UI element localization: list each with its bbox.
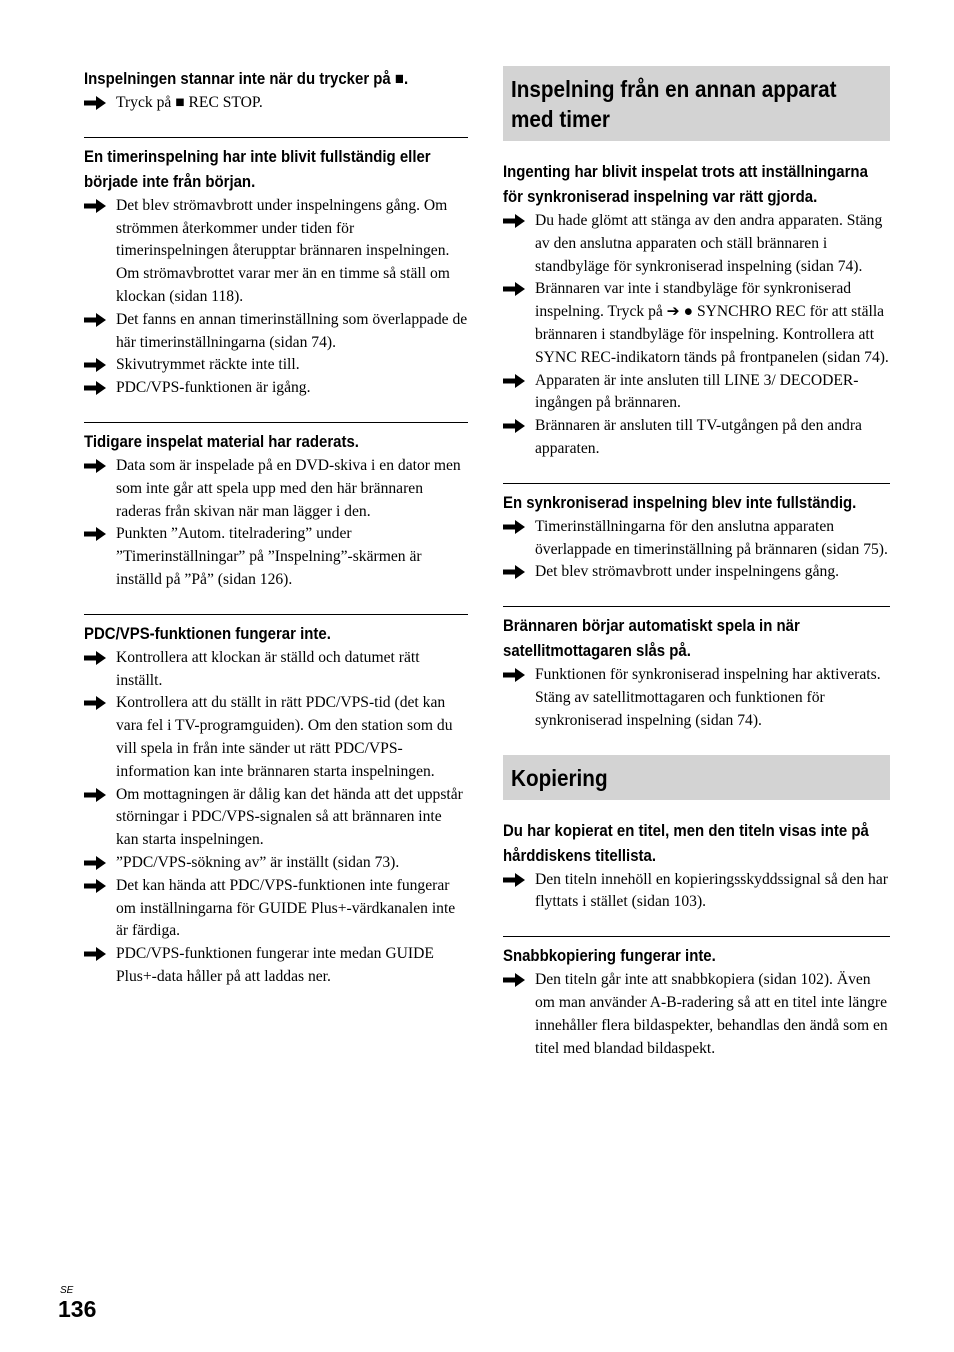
arrow-right-icon (84, 458, 106, 474)
page-number: 136 (58, 1296, 97, 1322)
list-item (84, 647, 468, 693)
section-heading: PDC/VPS-funktionen fungerar inte. (84, 623, 331, 643)
list-item (84, 875, 468, 943)
list-item (503, 561, 890, 584)
list-item (503, 869, 890, 915)
list-item (503, 278, 890, 369)
timer-recording-sections (503, 159, 890, 733)
arrow-right-icon (84, 95, 106, 111)
arrow-right-icon (503, 519, 525, 535)
item-text: PDC/VPS-funktionen är igång. (116, 379, 311, 397)
right-column (503, 66, 890, 1082)
item-text: Den titeln går inte att snabbkopiera (sidan 102). Även om man använder A-B-radering så att en titel inte längre innehåller flera bildaspekter, behandlas den ändå som en titel med blandad bildaspekt. (535, 971, 888, 1057)
item-text: Skivutrymmet räckte inte till. (116, 356, 300, 374)
section-heading: Du har kopierat en titel, men den titeln visas inte på hårddiskens titellista. (503, 820, 869, 865)
item-text: Du hade glömt att stänga av den andra apparaten. Stäng av den anslutna apparaten och ställ brännaren i standbyläge för synkroniserad inspelning (sidan 74). (535, 212, 883, 275)
item-text: Kontrollera att klockan är ställd och datumet rätt inställt. (116, 648, 420, 689)
arrow-right-icon (84, 650, 106, 666)
arrow-right-icon (84, 380, 106, 396)
list-item (84, 92, 468, 115)
list-item (503, 969, 890, 1060)
left-column (84, 66, 468, 1011)
troubleshooting-section (84, 66, 468, 115)
page-footer (58, 1286, 96, 1322)
list-item (84, 455, 468, 523)
list-item (84, 852, 468, 875)
item-text: Apparaten är inte ansluten till LINE 3/ DECODER-ingången på brännaren. (535, 371, 859, 412)
item-text: Funktionen för synkroniserad inspelning har aktiverats. Stäng av satellitmottagaren och funktionen för synkroniserad inspelning (sidan 74). (535, 666, 881, 729)
item-text: Timerinställningarna för den anslutna apparaten överlappade en timerinställning på brännaren (sidan 75). (535, 517, 888, 558)
section-heading: Inspelningen stannar inte när du trycker på ■. (84, 69, 409, 88)
section-heading: En synkroniserad inspelning blev inte fullständig. (503, 492, 857, 512)
arrow-right-icon (84, 198, 106, 214)
item-text: Data som är inspelade på en DVD-skiva i en dator men som inte går att spela upp med den här brännaren raderas från skivan när man lägger i den. (116, 456, 461, 520)
section-banner-copying (503, 755, 890, 800)
item-text: Punkten ”Autom. titelradering” under ”Timerinställningar” på ”Inspelning”-skärmen är inställd på ”På” (sidan 126). (116, 525, 422, 588)
language-code: SE (60, 1285, 74, 1296)
list-item (84, 784, 468, 852)
banner-title: Kopiering (511, 764, 608, 791)
arrow-right-icon (503, 972, 525, 988)
section-heading: Brännaren börjar automatiskt spela in när satellitmottagaren slås på. (503, 616, 800, 661)
list-item (503, 415, 890, 461)
item-text: Den titeln innehöll en kopieringsskyddssignal så den har flyttats i stället (sidan 103). (535, 870, 888, 911)
troubleshooting-section (503, 936, 890, 1060)
list-item (503, 516, 890, 562)
list-item (503, 370, 890, 416)
arrow-right-icon (503, 213, 525, 229)
troubleshooting-section (503, 606, 890, 732)
arrow-right-icon (84, 946, 106, 962)
list-item (84, 692, 468, 783)
arrow-right-icon (84, 312, 106, 328)
arrow-right-icon (503, 667, 525, 683)
arrow-right-icon (84, 357, 106, 373)
arrow-right-icon (84, 695, 106, 711)
troubleshooting-section (84, 422, 468, 592)
list-item (503, 664, 890, 732)
troubleshooting-section (84, 137, 468, 400)
item-text: Tryck på ■ REC STOP. (116, 94, 263, 111)
item-text: Det kan hända att PDC/VPS-funktionen inte fungerar om inställningarna för GUIDE Plus+-värdkanalen inte är färdiga. (116, 876, 456, 940)
list-item (84, 377, 468, 400)
section-heading: Ingenting har blivit inspelat trots att inställningarna för synkroniserad inspelning var rätt gjorda. (503, 162, 868, 206)
troubleshooting-section (503, 159, 890, 461)
troubleshooting-section (84, 614, 468, 989)
troubleshooting-section (503, 818, 890, 915)
item-text: Det fanns en annan timerinställning som överlappade de här timerinställningarna (sidan 74). (116, 310, 468, 351)
section-heading: Tidigare inspelat material har raderats. (84, 431, 359, 451)
arrow-right-icon (84, 855, 106, 871)
troubleshooting-section (503, 483, 890, 584)
list-item (84, 943, 468, 989)
section-heading: En timerinspelning har inte blivit fullständig eller började inte från början. (84, 146, 431, 191)
arrow-right-icon (503, 564, 525, 580)
list-item (84, 195, 468, 309)
list-item (84, 354, 468, 377)
arrow-right-icon (84, 878, 106, 894)
arrow-right-icon (503, 418, 525, 434)
copying-sections (503, 818, 890, 1061)
item-text: Om mottagningen är dålig kan det hända att det uppstår störningar i PDC/VPS-signalen så att brännaren inte kan starta inspelningen. (116, 785, 463, 849)
banner-title: Inspelning från en annan apparat med timer (511, 76, 837, 132)
list-item (503, 210, 890, 278)
arrow-right-icon (84, 787, 106, 803)
item-text: ”PDC/VPS-sökning av” är inställt (sidan 73). (116, 853, 400, 871)
section-banner-timer-recording (503, 66, 890, 141)
item-text: Brännaren var inte i standbyläge för synkroniserad inspelning. Tryck på ➔ ● SYNCHRO REC för att ställa brännaren i standbyläge för inspelning. Kontrollera att SYNC REC-indikatorn tänds på frontpanelen (sidan 74). (535, 280, 889, 366)
list-item (84, 309, 468, 355)
arrow-right-icon (503, 872, 525, 888)
list-item (84, 523, 468, 591)
item-text: Brännaren är ansluten till TV-utgången på den andra apparaten. (535, 417, 862, 457)
item-text: PDC/VPS-funktionen fungerar inte medan GUIDE Plus+-data håller på att laddas ner. (116, 945, 434, 985)
item-text: Det blev strömavbrott under inspelningens gång. (535, 563, 840, 581)
arrow-right-icon (84, 526, 106, 542)
arrow-right-icon (503, 281, 525, 297)
arrow-right-icon (503, 373, 525, 389)
section-heading: Snabbkopiering fungerar inte. (503, 946, 716, 966)
item-text: Om strömavbrottet varar mer än en timme så ställ om klockan (sidan 118). (116, 265, 450, 305)
item-text: Kontrollera att du ställt in rätt PDC/VPS-tid (det kan vara fel i TV-programguiden). Om den station som du vill spela in från inte sänder ut rätt PDC/VPS-information kan inte brännaren starta inspelningen. (116, 694, 453, 780)
item-text: Det blev strömavbrott under inspelningens gång. Om strömmen återkommer under tiden för timerinspelningen återupptar brännaren inspelningen. (116, 196, 450, 260)
